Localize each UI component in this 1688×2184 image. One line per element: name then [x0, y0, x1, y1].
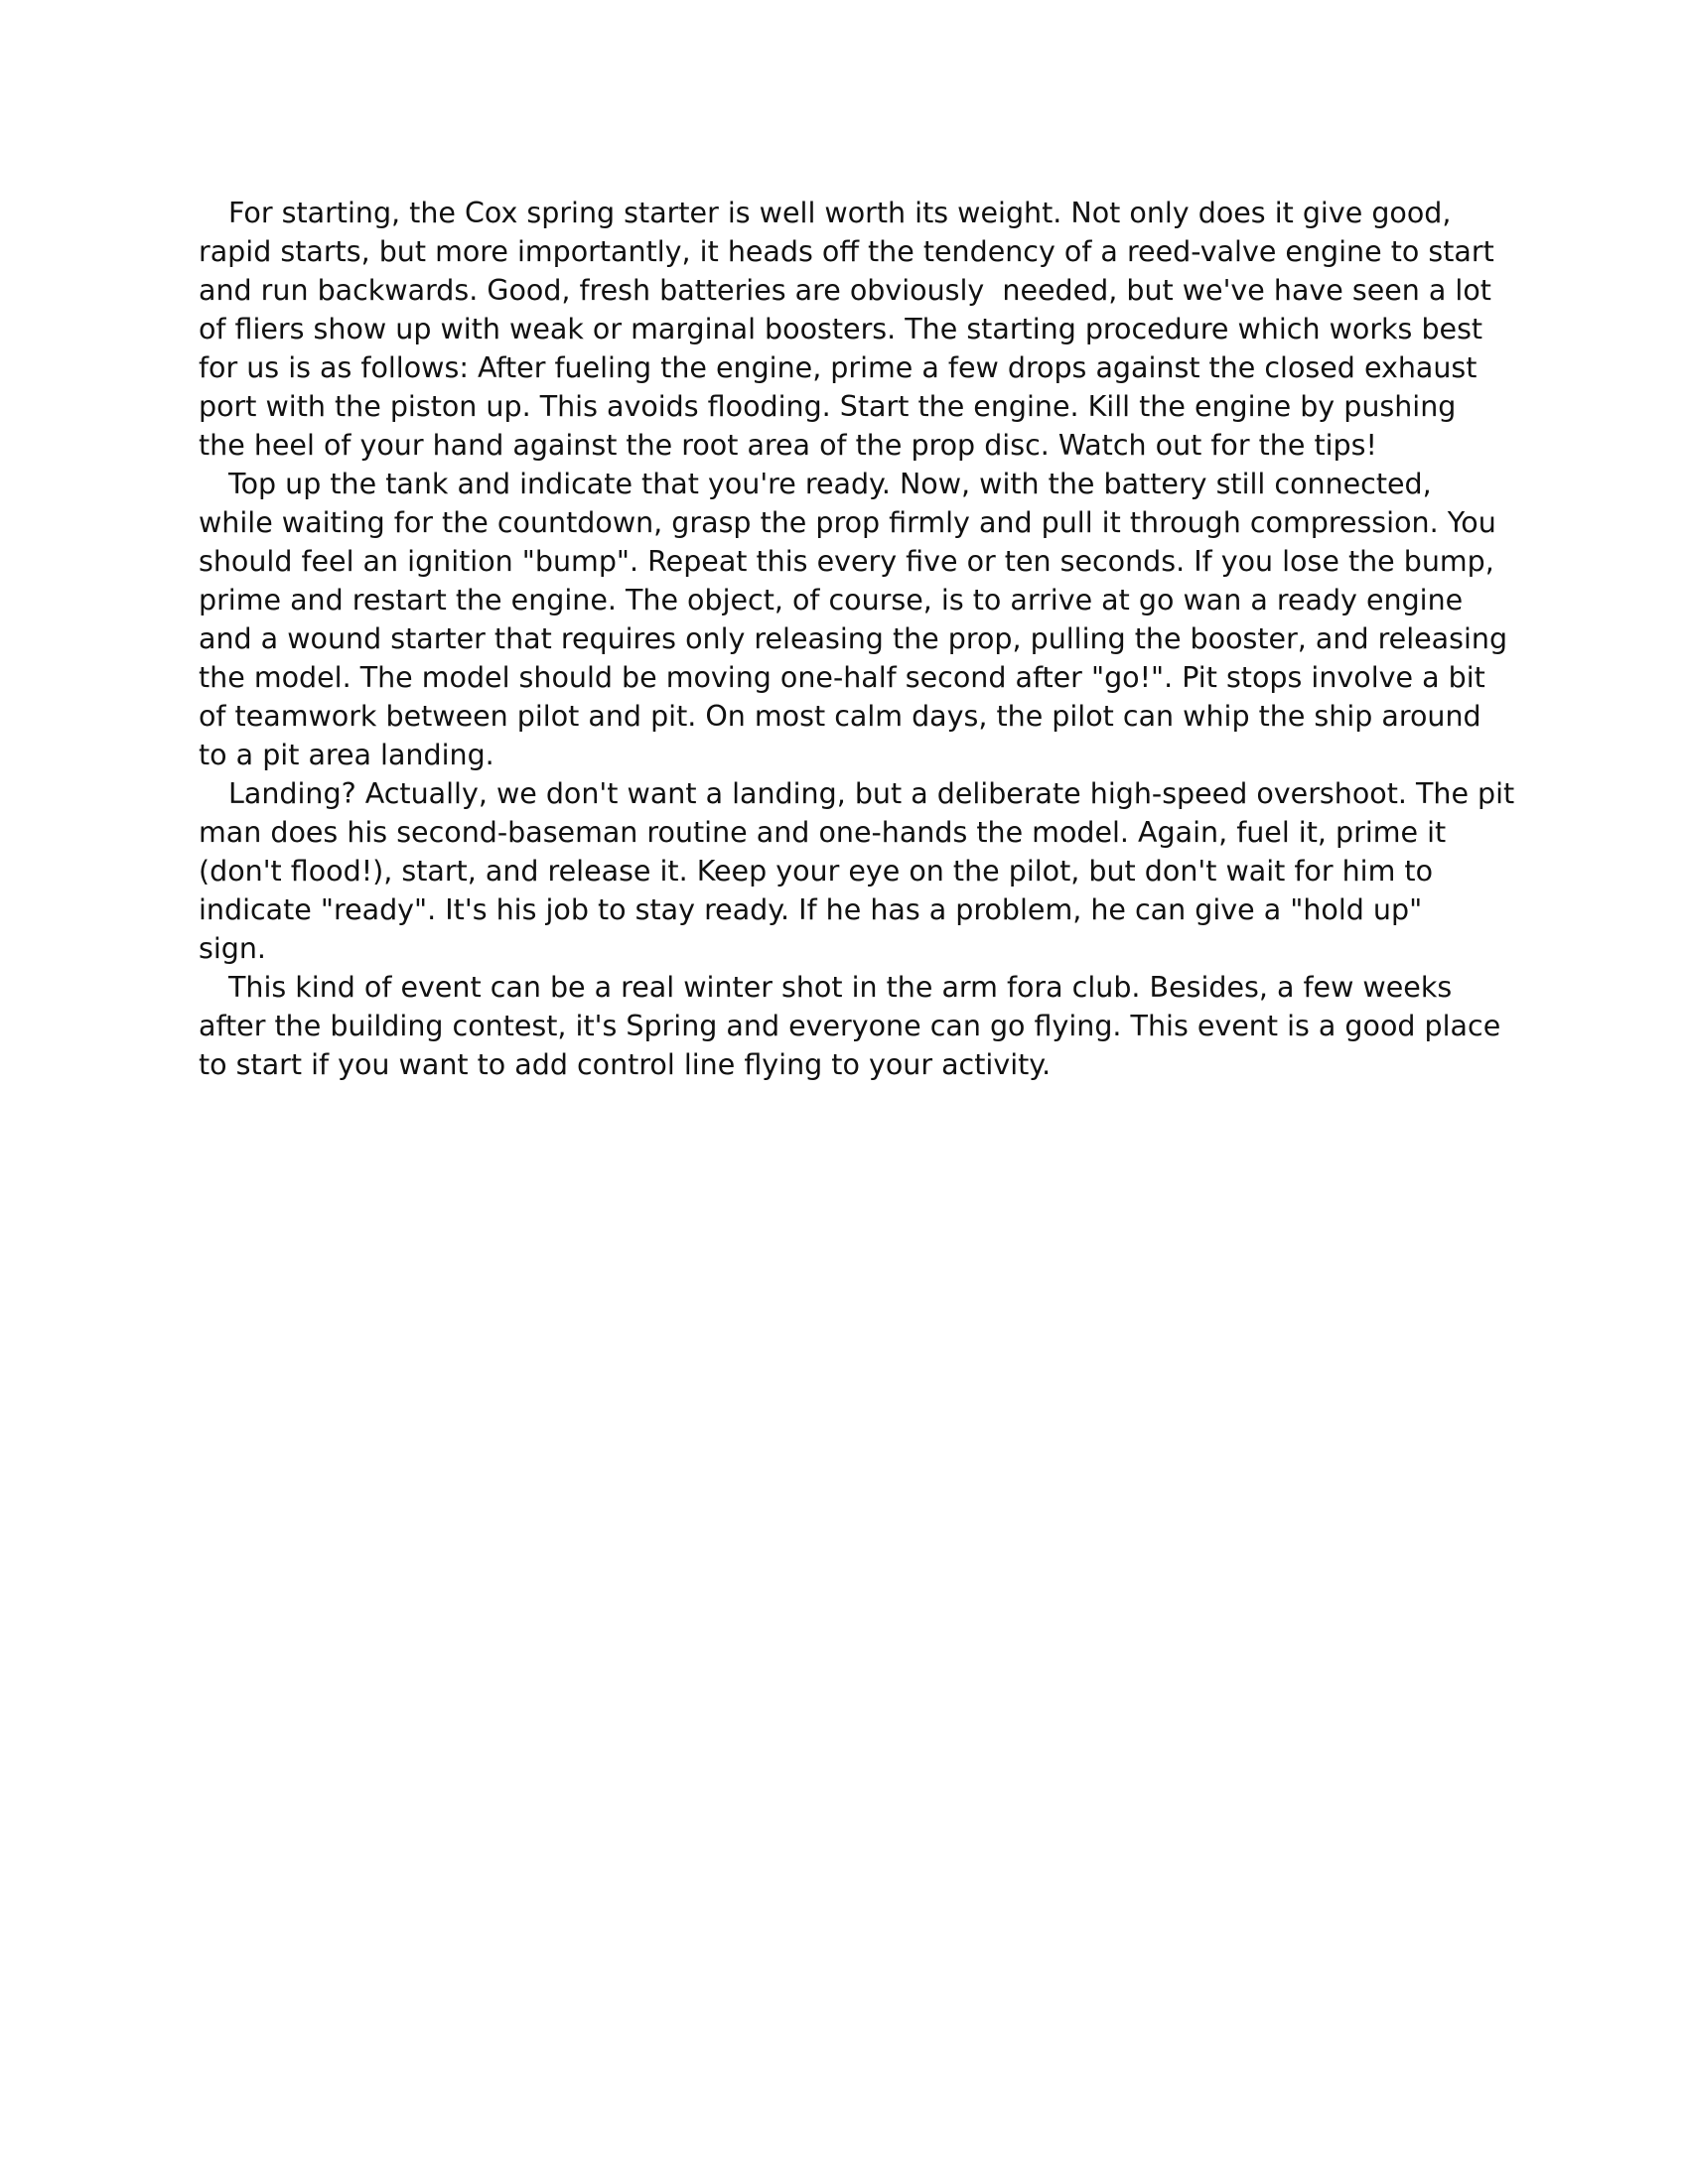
text-line: for us is as follows: After fueling the engine, prime a few drops against the closed exhaust — [199, 351, 1477, 384]
body-text — [199, 194, 1515, 1084]
text-line: and a wound starter that requires only releasing the prop, pulling the booster, and releasing — [199, 622, 1508, 655]
paragraph-3 — [199, 774, 1515, 968]
text-line: while waiting for the countdown, grasp the prop firmly and pull it through compression. You — [199, 506, 1496, 539]
paragraph-1 — [199, 194, 1499, 465]
text-line: indicate "ready". It's his job to stay ready. If he has a problem, he can give a "hold up" — [199, 893, 1423, 926]
text-line: For starting, the Cox spring starter is well worth its weight. Not only does it give good, — [228, 197, 1452, 229]
text-line: should feel an ignition "bump". Repeat this every five or ten seconds. If you lose the bump, — [199, 545, 1494, 578]
text-line: This kind of event can be a real winter shot in the arm fora club. Besides, a few weeks — [228, 971, 1453, 1004]
text-line: of fliers show up with weak or marginal boosters. The starting procedure which works best — [199, 313, 1483, 345]
text-line: the model. The model should be moving one-half second after "go!". Pit stops involve a bit — [199, 661, 1485, 694]
text-line: to a pit area landing. — [199, 739, 494, 771]
text-line: prime and restart the engine. The object, of course, is to arrive at go wan a ready engine — [199, 584, 1464, 616]
paragraph-4 — [199, 968, 1499, 1084]
text-line: after the building contest, it's Spring and everyone can go flying. This event is a good place — [199, 1010, 1501, 1042]
text-line: to start if you want to add control line flying to your activity. — [199, 1048, 1052, 1081]
text-line: the heel of your hand against the root area of the prop disc. Watch out for the tips! — [199, 429, 1377, 462]
text-line: and run backwards. Good, fresh batteries are obviously needed, but we've have seen a lot — [199, 274, 1491, 307]
text-line: Landing? Actually, we don't want a landing, but a deliberate high-speed overshoot. The pit — [228, 777, 1515, 810]
text-line: rapid starts, but more importantly, it heads off the tendency of a reed-valve engine to start — [199, 235, 1494, 268]
text-line: man does his second-baseman routine and one-hands the model. Again, fuel it, prime it — [199, 816, 1447, 849]
text-line: sign. — [199, 932, 266, 965]
paragraph-2 — [199, 465, 1508, 774]
text-line: Top up the tank and indicate that you're ready. Now, with the battery still connected, — [228, 468, 1432, 500]
text-line: of teamwork between pilot and pit. On most calm days, the pilot can whip the ship around — [199, 700, 1481, 733]
text-line: port with the piston up. This avoids flooding. Start the engine. Kill the engine by pushing — [199, 390, 1457, 423]
text-line: (don't flood!), start, and release it. Keep your eye on the pilot, but don't wait for him to — [199, 855, 1434, 887]
